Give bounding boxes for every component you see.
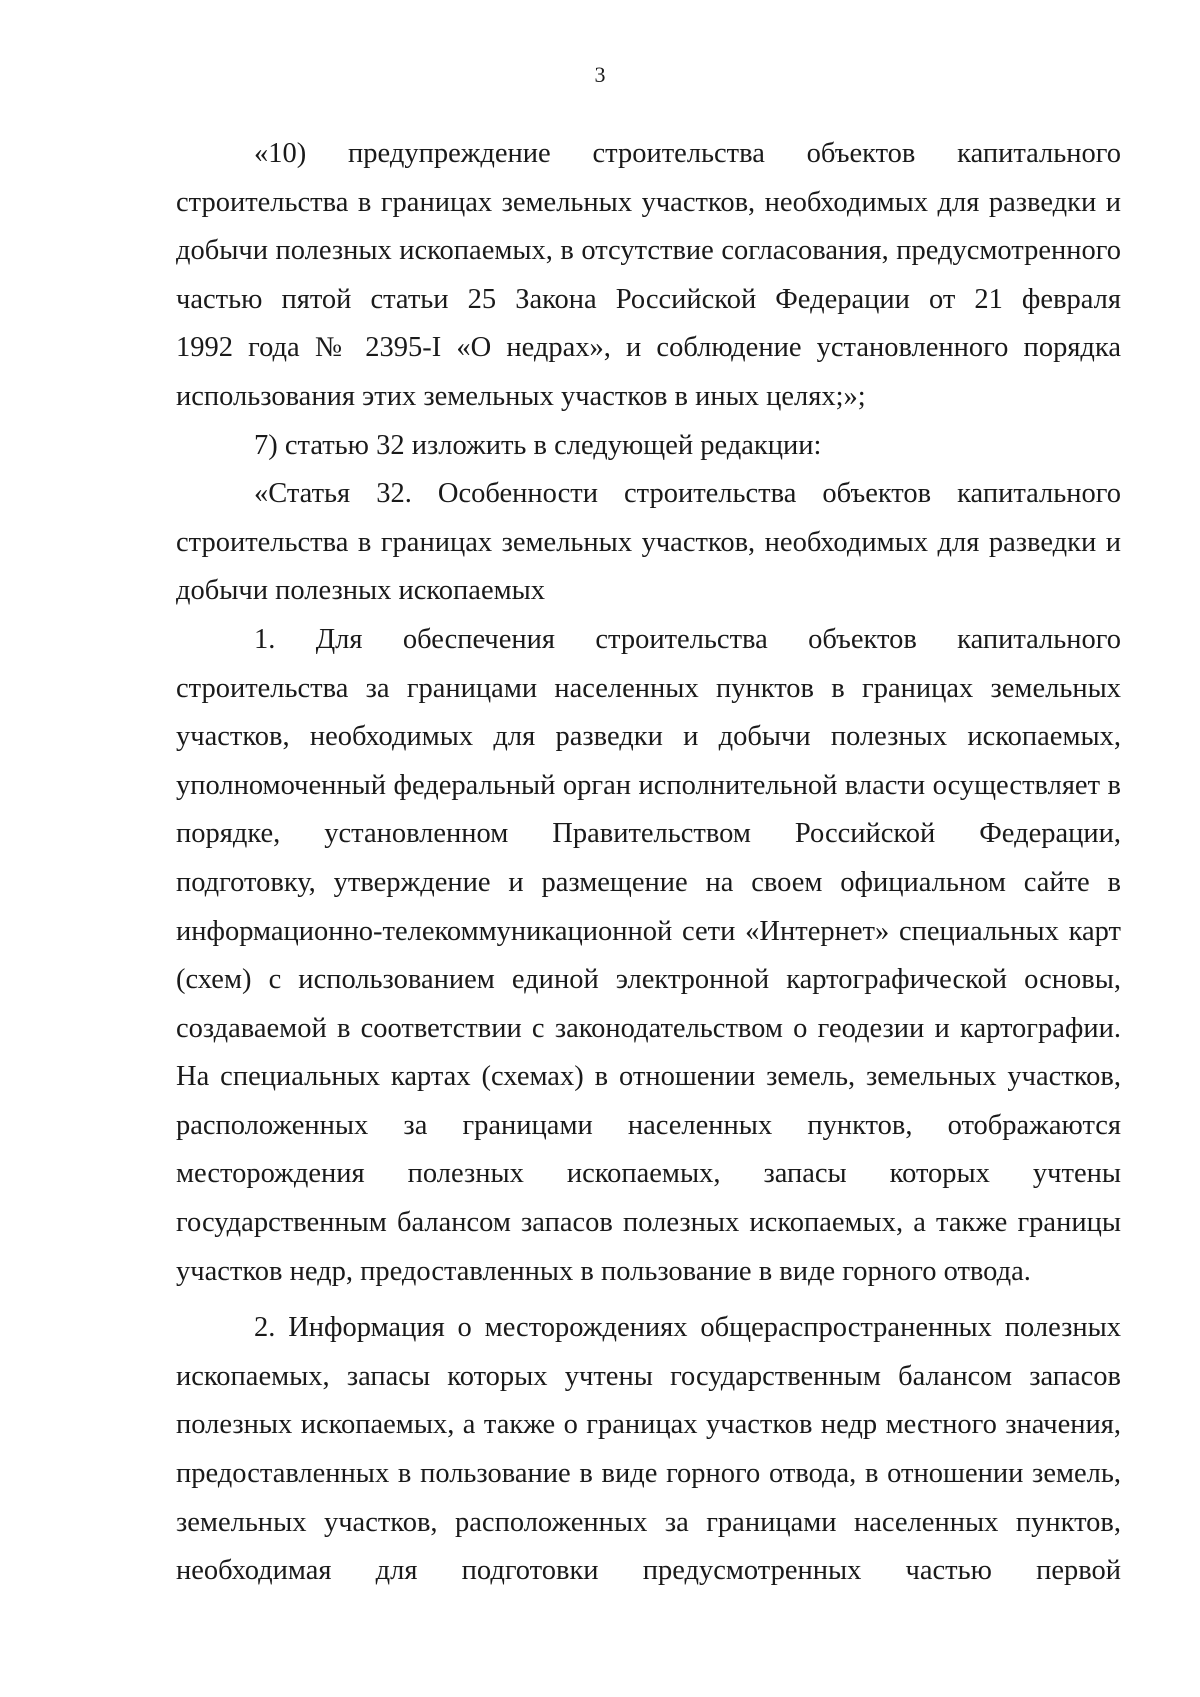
text-line: «10) предупреждение строительства объектов капитального bbox=[254, 138, 1121, 169]
text-line: полезных ископаемых, а также о границах участков недр местного значения, bbox=[176, 1409, 1121, 1441]
text-line: (схем) с использованием единой электронной картографической основы, bbox=[176, 964, 1121, 996]
article-heading-line: строительства в границах земельных участков, необходимых для разведки и bbox=[176, 526, 1121, 558]
text-line: предоставленных в пользование в виде горного отвода, в отношении земель, bbox=[176, 1458, 1121, 1490]
text-line: 2. Информация о месторождениях общераспространенных полезных bbox=[254, 1312, 1121, 1344]
document-body bbox=[176, 130, 1121, 1596]
text-line: создаваемой в соответствии с законодательством о геодезии и картографии. bbox=[176, 1012, 1121, 1044]
text-line: ископаемых, запасы которых учтены государственным балансом запасов bbox=[176, 1360, 1121, 1392]
text-line: частью пятой статьи 25 Закона Российской Федерации от 21 февраля bbox=[176, 283, 1121, 315]
text-line: государственным балансом запасов полезных ископаемых, а также границы bbox=[176, 1207, 1121, 1239]
text-line: участков, необходимых для разведки и добычи полезных ископаемых, bbox=[176, 721, 1121, 753]
text-line: расположенных за границами населенных пунктов, отображаются bbox=[176, 1109, 1121, 1141]
text-line: участков недр, предоставленных в пользование в виде горного отвода. bbox=[176, 1255, 1031, 1287]
text-line: порядке, установленном Правительством Российской Федерации, bbox=[176, 818, 1121, 850]
text-line: земельных участков, расположенных за границами населенных пунктов, bbox=[176, 1506, 1121, 1538]
text-line: 1. Для обеспечения строительства объектов капитального bbox=[254, 623, 1121, 655]
text-line: подготовку, утверждение и размещение на своем официальном сайте в bbox=[176, 866, 1121, 898]
text-line: строительства в границах земельных участков, необходимых для разведки и bbox=[176, 186, 1121, 218]
text-line: добычи полезных ископаемых, в отсутствие согласования, предусмотренного bbox=[176, 235, 1121, 267]
article-heading-line: добычи полезных ископаемых bbox=[176, 575, 546, 607]
text-line: 7) статью 32 изложить в следующей редакции: bbox=[254, 429, 822, 461]
text-line: необходимая для подготовки предусмотренных частью первой bbox=[176, 1555, 1121, 1587]
text-line: На специальных картах (схемах) в отношении земель, земельных участков, bbox=[176, 1061, 1121, 1093]
text-line: информационно-телекоммуникационной сети «Интернет» специальных карт bbox=[176, 915, 1121, 947]
text-line: 1992 года № 2395-I «О недрах», и соблюдение установленного порядка bbox=[176, 332, 1121, 364]
page-number: 3 bbox=[594, 62, 606, 87]
text-line: использования этих земельных участков в иных целях;»; bbox=[176, 380, 866, 412]
text-line: уполномоченный федеральный орган исполнительной власти осуществляет в bbox=[176, 769, 1121, 801]
text-line: строительства за границами населенных пунктов в границах земельных bbox=[176, 672, 1121, 704]
article-heading-line: «Статья 32. Особенности строительства объектов капитального bbox=[254, 478, 1121, 510]
text-line: месторождения полезных ископаемых, запасы которых учтены bbox=[176, 1158, 1121, 1190]
